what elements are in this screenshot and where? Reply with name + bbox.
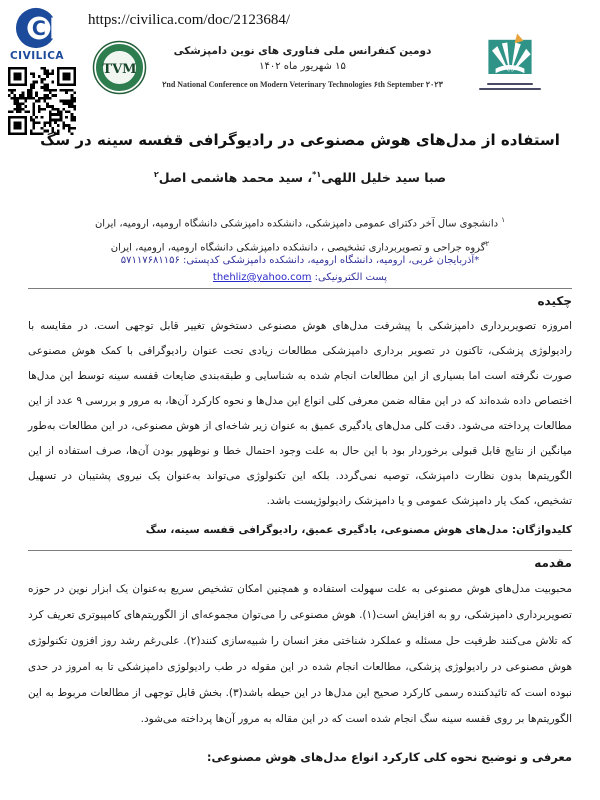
affiliation-text: گروه جراحی و تصویربرداری تشخیصی ، دانشکده دامپزشکی دانشگاه ارومیه، ارومیه، ایران [110,242,486,254]
paper-body [28,288,572,764]
affiliation-line [30,210,570,234]
introduction-heading: مقدمه [534,556,572,570]
conference-header [155,45,450,89]
correspondence-address: *آذربایجان غربی، ارومیه، دانشگاه ارومیه، دانشکده دامپزشکی کدپستی: ۵۷۱۱۷۶۸۱۱۵۶ [120,255,480,266]
section-heading-models: معرفی و توضیح نحوه کلی کارکرد انواع مدل‌های هوش مصنوعی: [206,750,572,764]
affiliation-superscript: ۱ [501,216,506,224]
affiliations [30,210,570,259]
paper-title: استفاده از مدل‌های هوش مصنوعی در رادیوگرافی قفسه سینه در سگ [40,131,560,149]
abstract-text: امروزه تصویربرداری دامپزشکی با پیشرفت مدل‌های هوش مصنوعی دستخوش تغییر قابل توجهی است. در مقایسه با رادیولوژی پزشکی، تاکنون در تصویر برداری دامپزشکی مطالعات زیادی تحت عنوان رادیوگرافی با کمک هوش مصنوعی صورت نگرفته است اما بسیاری از این مطالعات انجام شده به شناسایی و طبقه‌بندی ضایعات قفسه سینه توسط این مدل‌ها اختصاص داده شده‌اند که در این مقاله ضمن معرفی کلی انواع این مدل‌ها و نحوه کارکرد آن‌ها، به مرور و بررسی ۹ عدد از این مطالعات پرداخته می‌شود. دقت کلی مدل‌های یادگیری عمیق به عنوان زیر شاخه‌ای از هوش مصنوعی، در این مطالعات به‌طور میانگین از نتایج قابل قبولی برخوردار بود با این حال به علت وجود احتمال خطا و نوظهور بودن آن‌ها، صرف استفاده از این الگوریتم‌ها بدون نظارت دامپزشک، توصیه نمی‌گردد. بلکه این تکنولوژی می‌تواند به‌عنوان یک نیروی پشتیبان در تسهیل تشخیص، کمک یار دامپزشک عمومی و یا دامپزشک رادیولوژیست باشد. [28,320,572,507]
author-superscript: ۲ [153,170,159,179]
introduction-text: محبوبیت مدل‌های هوش مصنوعی به علت سهولت استفاده و همچنین امکان تشخیص سریع به‌عنوان یک ابزار نوین در حوزه تصویربرداری دامپزشکی، رو به افزایش است(۱). هوش مصنوعی را می‌توان مجموعه‌ای از الگوریتم‌های کامپیوتری تعریف کرد که تلاش می‌کنند ظرفیت حل مسئله و عملکرد شناختی مغز انسان را شبیه‌سازی کنند(۲). علی‌رغم رشد روز افزون تکنولوژی هوش مصنوعی در رادیولوژی پزشکی، مطالعات انجام شده در این مقوله در طب رادیولوژی دامپزشکی تا به امروز در حدی نبوده است که تائیدکننده رسمی کارکرد صحیح این مدل‌ها در این حیطه باشد(۳). بخش قابل توجهی از مطالعات مربوط به این الگوریتم‌ها بر روی قفسه سینه سگ انجام شده است که در این مقاله به مرور آن‌ها پرداخته می‌شود. [28,583,572,725]
conference-name-en: ۲nd National Conference on Modern Veterinary Technologies ۶th September ۲۰۲۳ [162,80,443,89]
svg-text:C: C [31,17,46,41]
email-label: پست الکترونیکی: [314,272,388,283]
publisher-caption-line [479,88,541,90]
author-name: سید محمد هاشمی اصل [158,170,304,186]
email-line [30,272,570,283]
civilica-logo-icon [13,6,61,50]
authors-line [30,170,570,185]
affiliation-text: دانشجوی سال آخر دکترای عمومی دامپزشکی، دانشکده دامپزشکی دانشگاه ارومیه، ارومیه، ایران [94,218,499,230]
publisher-logo-icon [483,32,537,80]
qr-code [8,67,76,135]
abstract-heading: چکیده [537,294,572,308]
keywords-line [28,524,572,536]
keywords-text: مدل‌های هوش مصنوعی، یادگیری عمیق، رادیوگرافی قفسه سینه، سگ [145,524,512,536]
civilica-wordmark: CIVILICA [9,50,65,62]
divider [28,550,572,551]
email-link[interactable]: thehliz@yahoo.com [212,272,312,283]
keywords-label: کلیدواژگان: [511,524,572,536]
author-superscript: ۱* [312,170,322,179]
conference-name-fa: دومین کنفرانس ملی فناوری های نوین دامپزشکی [173,45,432,57]
publisher-caption-line [487,83,533,85]
affiliation-superscript: ۲ [485,240,490,249]
conference-date-fa: ۱۵ شهریور ماه ۱۴۰۲ [259,61,346,72]
author-name: صبا سید خلیل اللهی [321,170,447,186]
document-url-link[interactable]: https://civilica.com/doc/2123684/ [88,12,291,28]
divider [28,288,572,289]
svg-text:TVM: TVM [102,62,137,77]
publisher-logo [470,32,550,90]
conference-logo-icon [92,40,147,95]
author-separator: ، [303,170,313,186]
